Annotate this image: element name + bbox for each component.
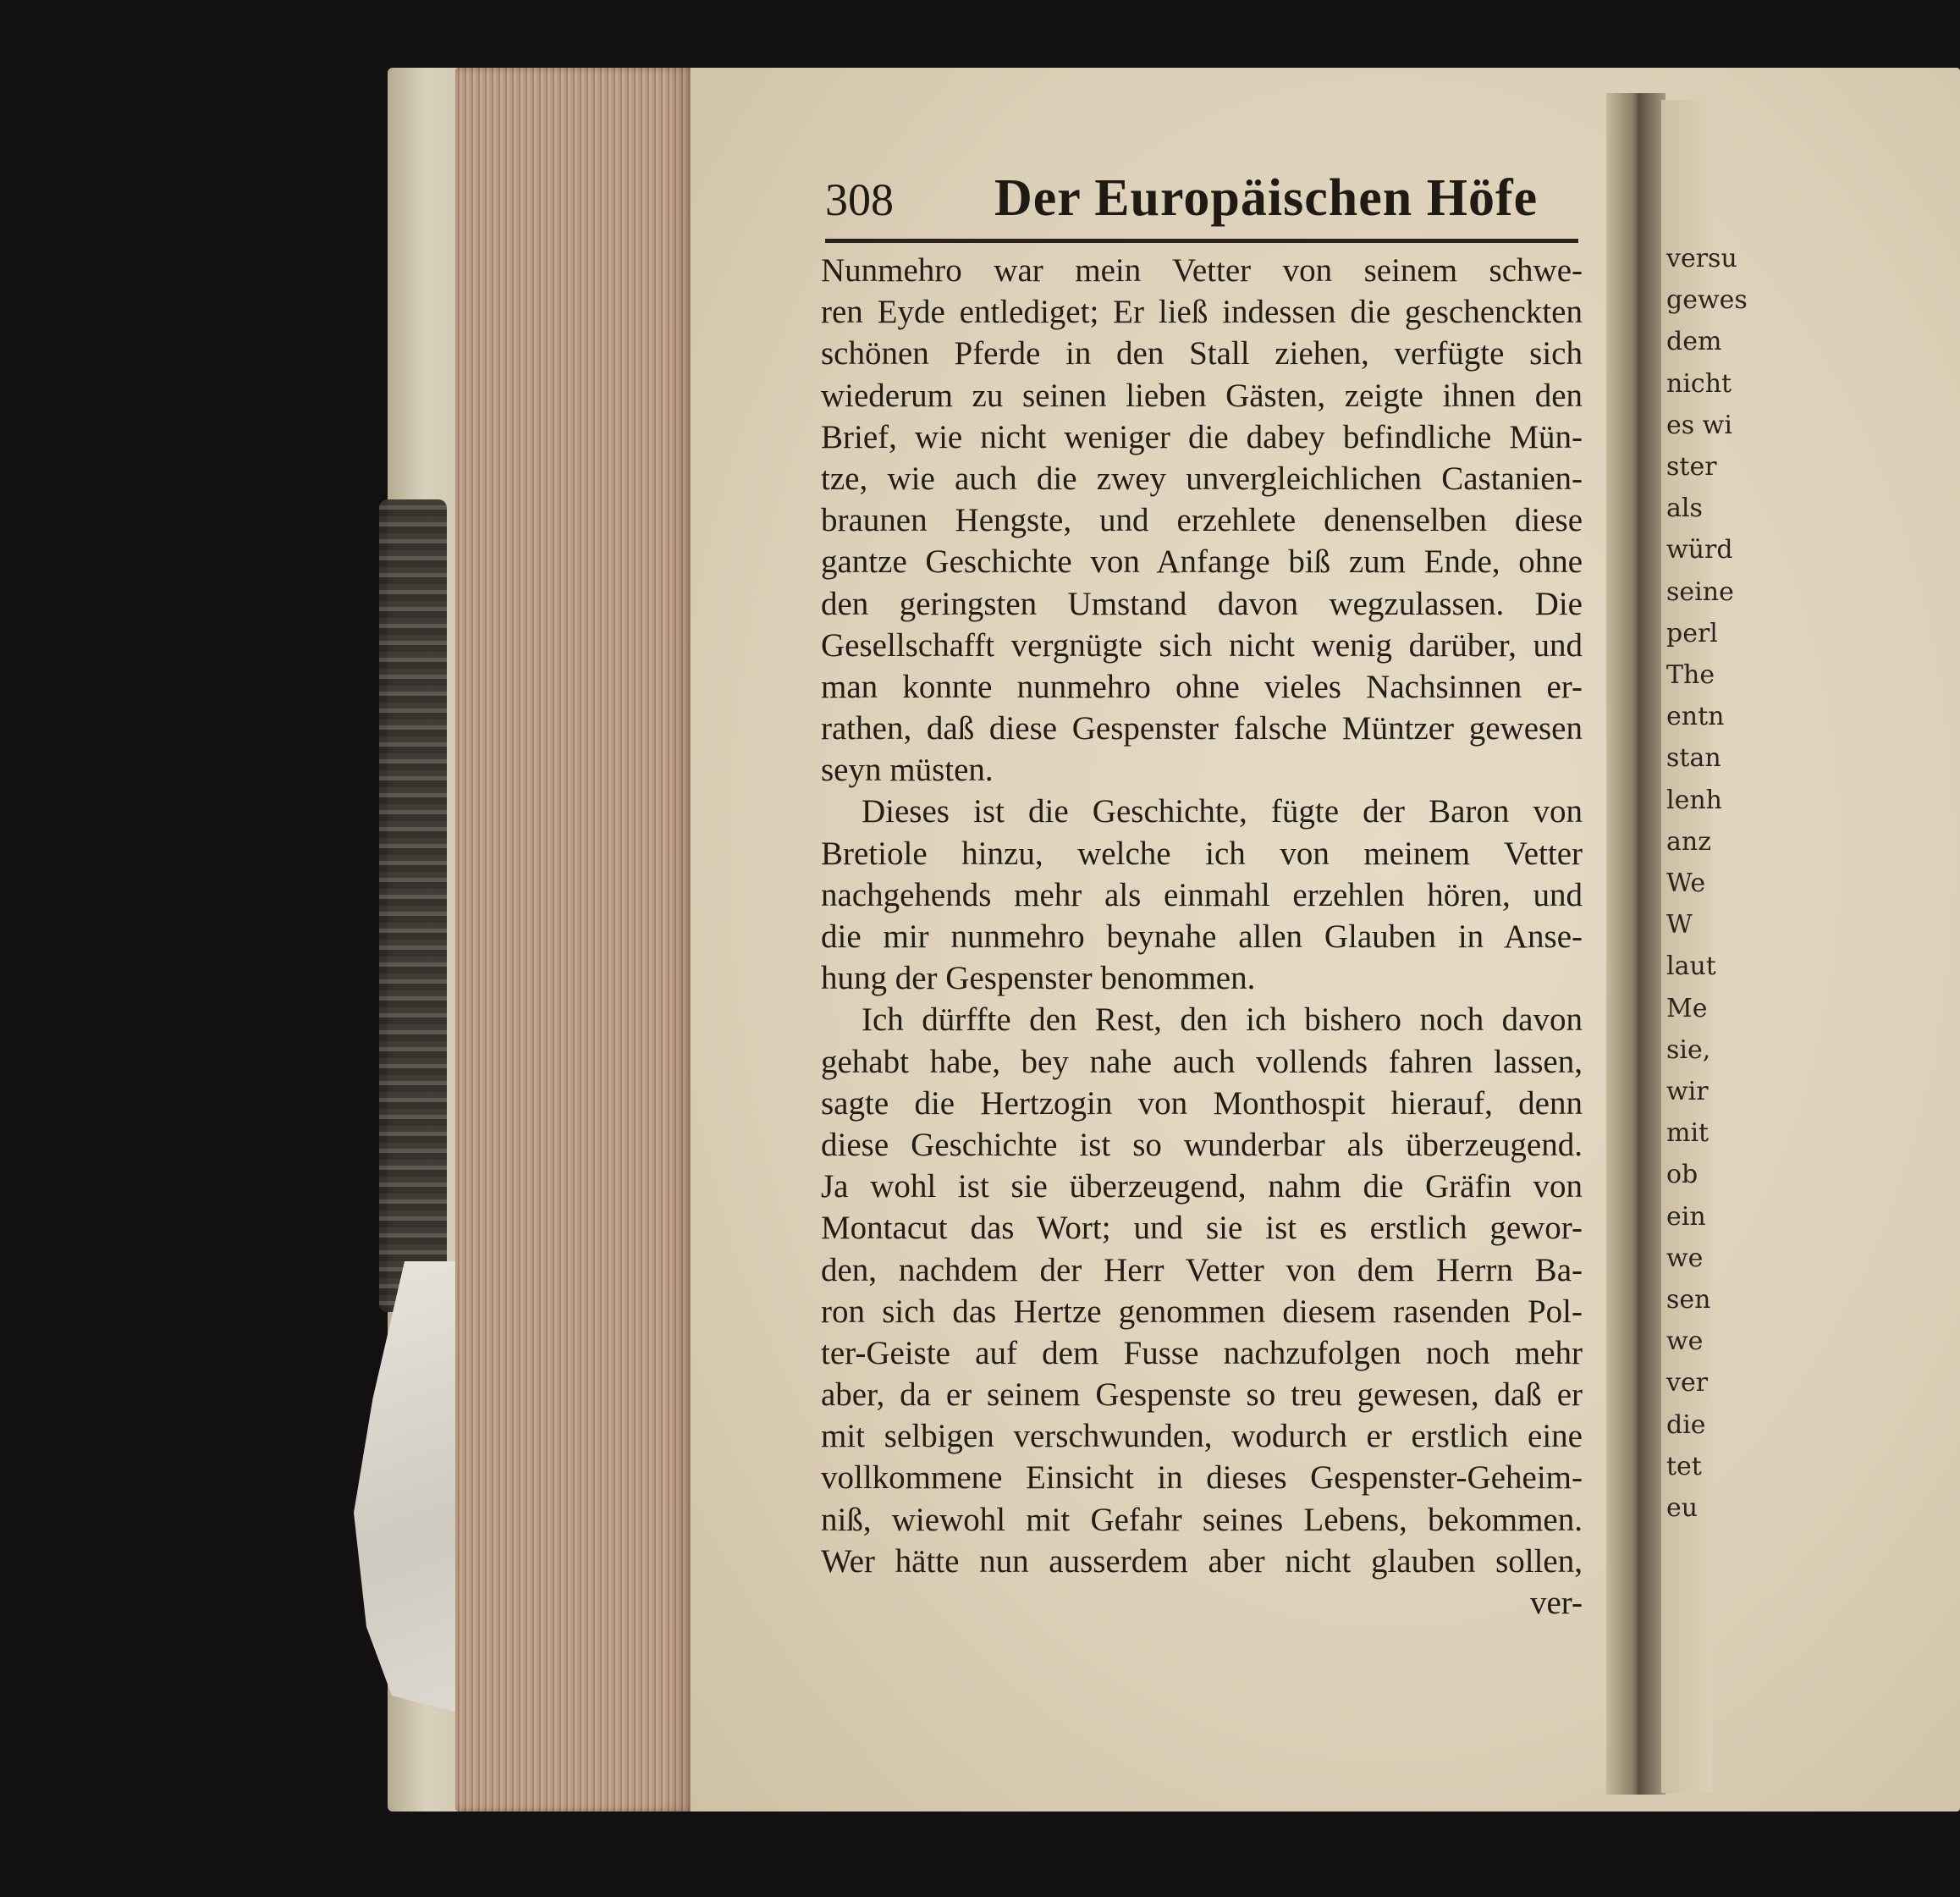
- book-gutter: [1606, 93, 1665, 1795]
- text-line: ter-Geiste auf dem Fusse nachzufolgen noch mehr: [821, 1334, 1583, 1371]
- text-line: die mir nunmehro beynahe allen Glauben in Anse-: [821, 918, 1583, 955]
- next-page-fragment: nicht: [1666, 368, 1732, 399]
- next-page-fragment: laut: [1666, 951, 1716, 982]
- next-page-fragment: seine: [1666, 576, 1734, 607]
- text-line: den geringsten Umstand davon wegzulassen. Die: [821, 585, 1583, 622]
- text-line: Ich dürffte den Rest, den ich bishero noch davon: [862, 1001, 1583, 1039]
- page-heading: Der Europäischen Höfe: [994, 169, 1539, 227]
- text-line: vollkommene Einsicht in dieses Gespenster-Geheim-: [821, 1459, 1583, 1497]
- next-page-fragment: tet: [1666, 1451, 1702, 1481]
- next-page-fragment: We: [1666, 869, 1706, 898]
- page-number: 308: [825, 174, 894, 225]
- text-line: ron sich das Hertze genommen diesem rasenden Pol-: [821, 1293, 1583, 1330]
- next-page-fragment: ver: [1666, 1368, 1709, 1398]
- next-page-fragment: würd: [1666, 535, 1733, 565]
- text-line: braunen Hengste, und erzehlete denenselben diese: [821, 502, 1583, 539]
- text-line: tze, wie auch die zwey unvergleichlichen Castanien-: [821, 460, 1583, 497]
- text-line: hung der Gespenster benommen.: [821, 960, 1256, 997]
- text-line: diese Geschichte ist so wunderbar als überzeugend.: [821, 1126, 1583, 1163]
- page-edges: [455, 68, 701, 1812]
- next-page-fragment: versu: [1666, 244, 1737, 273]
- next-page-fragment: gewes: [1666, 285, 1748, 316]
- next-page-fragment: die: [1666, 1409, 1706, 1440]
- text-line: schönen Pferde in den Stall ziehen, verfügte sich: [821, 335, 1583, 372]
- next-page-fragment: dem: [1666, 327, 1722, 357]
- text-line: Bretiole hinzu, welche ich von meinem Vetter: [821, 835, 1583, 872]
- next-page-fragment: The: [1666, 660, 1715, 690]
- next-page-fragment: Me: [1666, 993, 1708, 1023]
- next-page-fragment: ein: [1666, 1201, 1706, 1232]
- next-page-fragment: es wi: [1666, 410, 1732, 440]
- text-line: man konnte nunmehro ohne vieles Nachsinnen er-: [821, 668, 1583, 705]
- text-line: ren Eyde entlediget; Er ließ indessen die geschenckten: [821, 294, 1583, 331]
- running-head: [825, 169, 1578, 233]
- text-line: gehabt habe, bey nahe auch vollends fahren lassen,: [821, 1043, 1583, 1080]
- text-line: den, nachdem der Herr Vetter von dem Herrn Ba-: [821, 1251, 1583, 1288]
- next-page-fragment: sen: [1666, 1285, 1711, 1315]
- text-line: Dieses ist die Geschichte, fügte der Baron von: [862, 793, 1583, 830]
- text-line: Montacut das Wort; und sie ist es erstlich gewor-: [821, 1210, 1583, 1247]
- text-line: Ja wohl ist sie überzeugend, nahm die Gräfin von: [821, 1168, 1583, 1205]
- right-page-fragment: [1661, 100, 1748, 1793]
- text-line: seyn müsten.: [821, 752, 994, 789]
- text-line: gantze Geschichte von Anfange biß zum Ende, ohne: [821, 543, 1583, 581]
- text-line: Wer hätte nun ausserdem aber nicht glauben sollen,: [821, 1542, 1583, 1580]
- next-page-fragment: stan: [1666, 743, 1721, 774]
- text-line: niß, wiewohl mit Gefahr seines Lebens, bekommen.: [821, 1501, 1583, 1538]
- next-page-fragment: ob: [1666, 1160, 1698, 1190]
- header-rule: [825, 239, 1578, 243]
- body-text: [821, 250, 1583, 1624]
- next-page-fragment: lenh: [1666, 785, 1722, 815]
- text-line: aber, da er seinem Gespenste so treu gewesen, daß er: [821, 1376, 1583, 1414]
- text-line: rathen, daß diese Gespenster falsche Müntzer gewesen: [821, 710, 1583, 747]
- next-page-fragment: als: [1666, 494, 1703, 524]
- text-line: mit selbigen verschwunden, wodurch er erstlich eine: [821, 1418, 1583, 1455]
- next-page-fragment: wir: [1666, 1077, 1709, 1106]
- next-page-fragment: mit: [1666, 1118, 1709, 1149]
- next-page-fragment: sie,: [1666, 1034, 1711, 1065]
- next-page-fragment: eu: [1666, 1493, 1698, 1523]
- next-page-fragment: ster: [1666, 452, 1717, 482]
- text-line: Brief, wie nicht weniger die dabey befindliche Mün-: [821, 418, 1583, 455]
- text-line: wiederum zu seinen lieben Gästen, zeigte ihnen den: [821, 377, 1583, 414]
- text-line: sagte die Hertzogin von Monthospit hierauf, denn: [821, 1084, 1583, 1122]
- text-line: nachgehends mehr als einmahl erzehlen hören, und: [821, 876, 1583, 913]
- next-page-fragment: anz: [1666, 826, 1712, 857]
- next-page-fragment: W: [1666, 910, 1693, 940]
- catchword: ver-: [1529, 1585, 1583, 1621]
- text-line: Gesellschafft vergnügte sich nicht wenig darüber, und: [821, 626, 1583, 664]
- next-page-fragment: we: [1666, 1326, 1704, 1357]
- next-page-fragment: perl: [1666, 618, 1718, 648]
- worn-spine: [379, 499, 447, 1312]
- next-page-fragment: entn: [1666, 702, 1725, 732]
- text-line: Nunmehro war mein Vetter von seinem schwe-: [821, 252, 1583, 289]
- next-page-fragment: we: [1666, 1243, 1704, 1273]
